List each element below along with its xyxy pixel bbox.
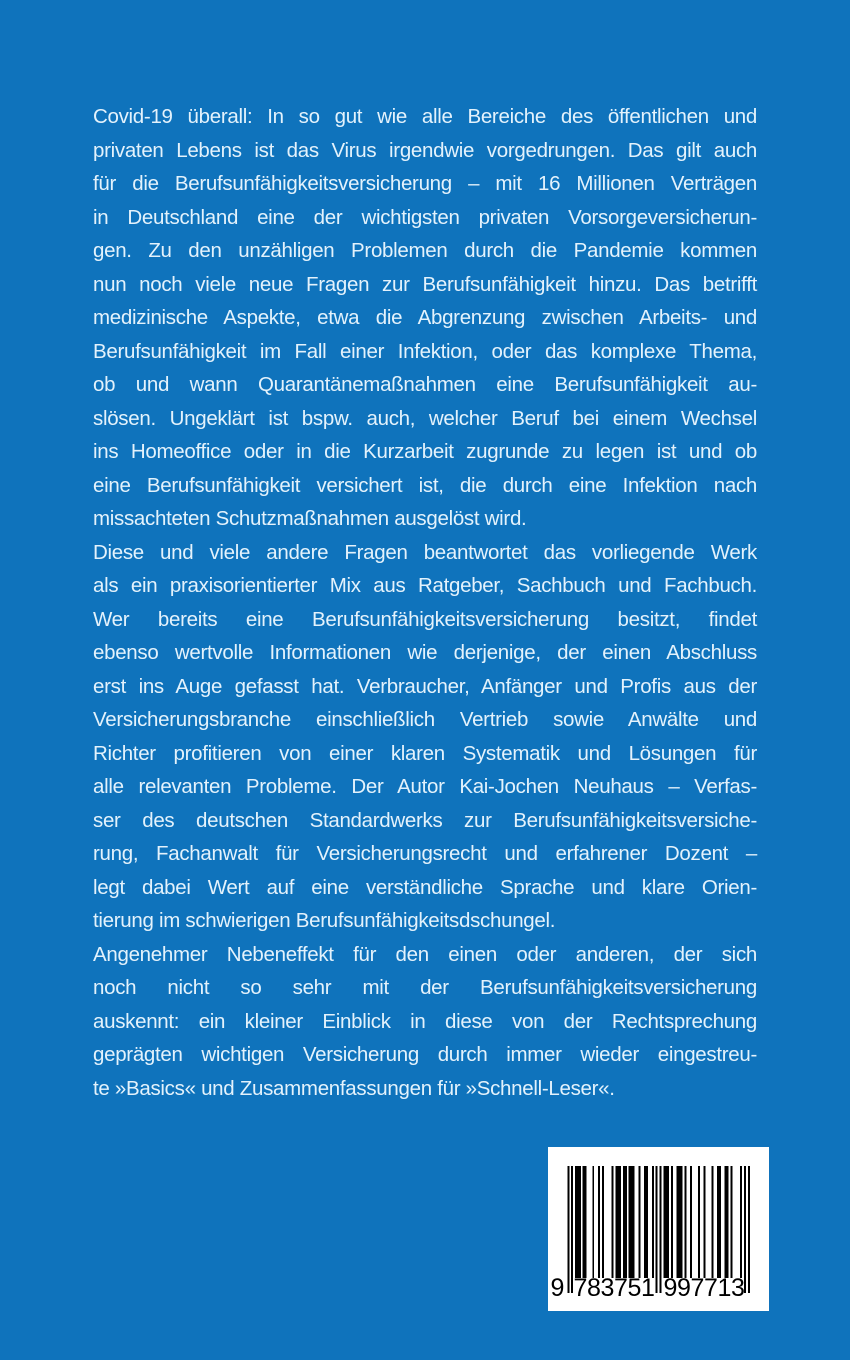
- blurb-line: für die Berufsunfähigkeitsversicherung – mit 16 Millionen Verträgen: [93, 172, 757, 195]
- isbn-barcode: [548, 1147, 769, 1311]
- blurb-line: in Deutschland eine der wichtigsten privaten Vorsorgeversicherun-: [93, 205, 757, 229]
- blurb-line: Diese und viele andere Fragen beantwortet das vorliegende Werk: [93, 540, 757, 564]
- blurb-line: rung, Fachanwalt für Versicherungsrecht und erfahrener Dozent –: [93, 842, 757, 865]
- blurb-line: privaten Lebens ist das Virus irgendwie vorgedrungen. Das gilt auch: [93, 138, 757, 162]
- blurb-line: Richter profitieren von einer klaren Systematik und Lösungen für: [93, 741, 757, 765]
- blurb-line: missachteten Schutzmaßnahmen ausgelöst wird.: [93, 507, 527, 530]
- blurb-line: nun noch viele neue Fragen zur Berufsunfähigkeit hinzu. Das betrifft: [93, 272, 757, 296]
- isbn-digits: [548, 1276, 769, 1306]
- blurb-line: tierung im schwierigen Berufsunfähigkeitsdschungel.: [93, 909, 556, 932]
- blurb-paragraph-2: [93, 536, 757, 938]
- blurb-line: ebenso wertvolle Informationen wie derjenige, der einen Abschluss: [93, 641, 757, 664]
- blurb-line: eine Berufsunfähigkeit versichert ist, die durch eine Infektion nach: [93, 473, 757, 497]
- blurb-line: Berufsunfähigkeit im Fall einer Infektion, oder das komplexe Thema,: [93, 339, 757, 363]
- blurb-line: auskennt: ein kleiner Einblick in diese von der Rechtsprechung: [93, 1009, 757, 1033]
- blurb-line: ob und wann Quarantänemaßnahmen eine Berufsunfähigkeit au-: [93, 373, 757, 396]
- blurb-line: Angenehmer Nebeneffekt für den einen oder anderen, der sich: [93, 942, 757, 966]
- blurb-text: [93, 100, 757, 1105]
- blurb-line: gen. Zu den unzähligen Problemen durch die Pandemie kommen: [93, 239, 757, 262]
- blurb-line: slösen. Ungeklärt ist bspw. auch, welcher Beruf bei einem Wechsel: [93, 406, 757, 430]
- blurb-line: Versicherungsbranche einschließlich Vertrieb sowie Anwälte und: [93, 708, 757, 731]
- blurb-line: legt dabei Wert auf eine verständliche Sprache und klare Orien-: [93, 875, 757, 899]
- blurb-line: noch nicht so sehr mit der Berufsunfähigkeitsversicherung: [93, 976, 757, 999]
- blurb-paragraph-1: [93, 100, 757, 536]
- blurb-line: te »Basics« und Zusammenfassungen für »Schnell-Leser«.: [93, 1076, 615, 1100]
- isbn-digits-left-group: 783751: [573, 1274, 655, 1302]
- blurb-line: Wer bereits eine Berufsunfähigkeitsversicherung besitzt, findet: [93, 607, 757, 631]
- blurb-line: geprägten wichtigen Versicherung durch immer wieder eingestreu-: [93, 1043, 757, 1066]
- blurb-line: Covid-19 überall: In so gut wie alle Bereiche des öffentlichen und: [93, 105, 757, 128]
- isbn-digit-leading: 9: [550, 1274, 565, 1302]
- blurb-line: alle relevanten Probleme. Der Autor Kai-Jochen Neuhaus – Verfas-: [93, 775, 757, 798]
- blurb-paragraph-3: [93, 938, 757, 1106]
- blurb-line: ins Homeoffice oder in die Kurzarbeit zugrunde zu legen ist und ob: [93, 440, 757, 463]
- blurb-line: ser des deutschen Standardwerks zur Berufsunfähigkeitsversiche-: [93, 808, 757, 832]
- blurb-line: erst ins Auge gefasst hat. Verbraucher, Anfänger und Profis aus der: [93, 674, 757, 698]
- blurb-line: als ein praxisorientierter Mix aus Ratgeber, Sachbuch und Fachbuch.: [93, 574, 757, 597]
- blurb-line: medizinische Aspekte, etwa die Abgrenzung zwischen Arbeits- und: [93, 306, 757, 329]
- isbn-digits-right-group: 997713: [663, 1274, 745, 1302]
